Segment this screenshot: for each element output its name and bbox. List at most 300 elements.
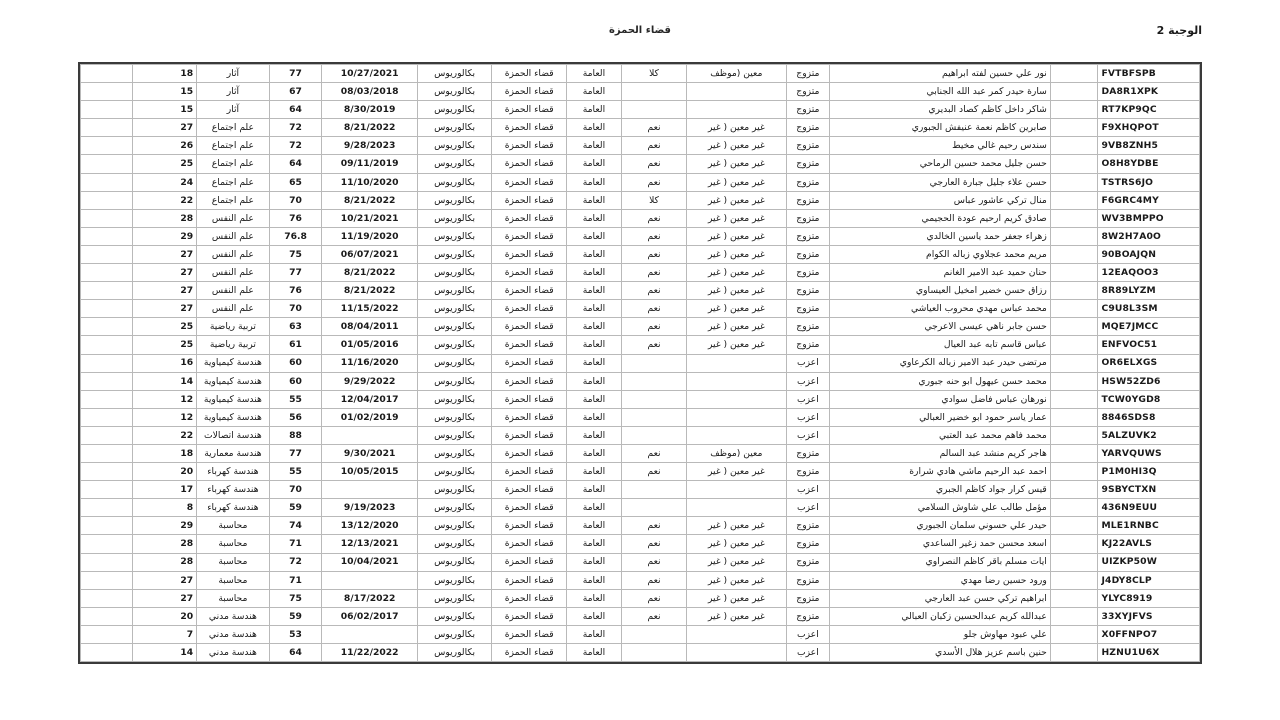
- graduation-date-cell: 01/02/2019: [322, 408, 417, 426]
- directorate-type-cell: العامة: [566, 517, 621, 535]
- benefit-flag-cell: نعم: [621, 227, 686, 245]
- specialization-cell: علم النفس: [197, 264, 270, 282]
- empty-cell: [1050, 390, 1098, 408]
- applicant-name-cell: ايات مسلم باقر كاظم النصراوي: [830, 553, 1051, 571]
- age-cell: 29: [132, 227, 196, 245]
- degree-cell: بكالوريوس: [417, 173, 492, 191]
- appointment-status-cell: [687, 499, 786, 517]
- grade-cell: 60: [269, 372, 322, 390]
- table-row[interactable]: [81, 607, 1200, 625]
- marital-status-cell: متزوج: [786, 318, 830, 336]
- table-row[interactable]: [81, 535, 1200, 553]
- applicant-name-cell: حسن جليل محمد حسين الرماحي: [830, 155, 1051, 173]
- appointment-status-cell: [687, 481, 786, 499]
- district-cell: قضاء الحمزة: [492, 101, 567, 119]
- degree-cell: بكالوريوس: [417, 553, 492, 571]
- benefit-flag-cell: [621, 390, 686, 408]
- benefit-flag-cell: نعم: [621, 245, 686, 263]
- applicants-table: [80, 64, 1200, 662]
- applicant-name-cell: عباس قاسم تابه عبد العيال: [830, 336, 1051, 354]
- marital-status-cell: متزوج: [786, 553, 830, 571]
- empty-cell: [1050, 372, 1098, 390]
- directorate-type-cell: العامة: [566, 625, 621, 643]
- appointment-status-cell: [687, 625, 786, 643]
- graduation-date-cell: 08/04/2011: [322, 318, 417, 336]
- district-cell: قضاء الحمزة: [492, 300, 567, 318]
- age-cell: 15: [132, 83, 196, 101]
- directorate-type-cell: العامة: [566, 65, 621, 83]
- marital-status-cell: متزوج: [786, 463, 830, 481]
- appointment-status-cell: غير معين ( غير: [687, 300, 786, 318]
- district-cell: قضاء الحمزة: [492, 282, 567, 300]
- table-row[interactable]: [81, 644, 1200, 662]
- district-cell: قضاء الحمزة: [492, 318, 567, 336]
- appointment-status-cell: غير معين ( غير: [687, 553, 786, 571]
- marital-status-cell: اعزب: [786, 408, 830, 426]
- applicant-name-cell: منال تركي عاشور عباس: [830, 191, 1051, 209]
- district-cell: قضاء الحمزة: [492, 191, 567, 209]
- table-row[interactable]: [81, 390, 1200, 408]
- graduation-date-cell: 10/04/2021: [322, 553, 417, 571]
- applicant-name-cell: عمار ياسر حمود ابو خضير العبالي: [830, 408, 1051, 426]
- district-cell: قضاء الحمزة: [492, 155, 567, 173]
- marital-status-cell: متزوج: [786, 282, 830, 300]
- empty-cell: [81, 137, 133, 155]
- applicant-code-cell: MLE1RNBC: [1098, 517, 1200, 535]
- marital-status-cell: متزوج: [786, 173, 830, 191]
- grade-cell: 59: [269, 499, 322, 517]
- graduation-date-cell: 10/27/2021: [322, 65, 417, 83]
- applicant-name-cell: شاكر داخل كاظم كصاد البديري: [830, 101, 1051, 119]
- marital-status-cell: متزوج: [786, 191, 830, 209]
- applicant-code-cell: HZNU1U6X: [1098, 644, 1200, 662]
- directorate-type-cell: العامة: [566, 300, 621, 318]
- specialization-cell: تربية رياضية: [197, 318, 270, 336]
- marital-status-cell: متزوج: [786, 300, 830, 318]
- age-cell: 25: [132, 318, 196, 336]
- applicant-name-cell: حنان حميد عبد الامير الغانم: [830, 264, 1051, 282]
- applicant-name-cell: مرتضى حيدر عبد الامير زباله الكرعاوي: [830, 354, 1051, 372]
- benefit-flag-cell: نعم: [621, 300, 686, 318]
- specialization-cell: هندسة كهرباء: [197, 499, 270, 517]
- age-cell: 27: [132, 264, 196, 282]
- degree-cell: بكالوريوس: [417, 336, 492, 354]
- table-row[interactable]: [81, 173, 1200, 191]
- grade-cell: 77: [269, 65, 322, 83]
- marital-status-cell: متزوج: [786, 589, 830, 607]
- marital-status-cell: متزوج: [786, 336, 830, 354]
- graduation-date-cell: 8/17/2022: [322, 589, 417, 607]
- grade-cell: 76: [269, 282, 322, 300]
- benefit-flag-cell: نعم: [621, 535, 686, 553]
- applicant-code-cell: DA8R1XPK: [1098, 83, 1200, 101]
- district-cell: قضاء الحمزة: [492, 444, 567, 462]
- specialization-cell: آثار: [197, 83, 270, 101]
- appointment-status-cell: معين (موظف: [687, 65, 786, 83]
- empty-cell: [81, 625, 133, 643]
- table-row[interactable]: [81, 155, 1200, 173]
- benefit-flag-cell: [621, 101, 686, 119]
- specialization-cell: علم اجتماع: [197, 191, 270, 209]
- table-row[interactable]: [81, 444, 1200, 462]
- age-cell: 28: [132, 535, 196, 553]
- empty-cell: [81, 354, 133, 372]
- empty-cell: [81, 227, 133, 245]
- age-cell: 22: [132, 191, 196, 209]
- applicant-code-cell: HSW52ZD6: [1098, 372, 1200, 390]
- applicant-code-cell: TCW0YGD8: [1098, 390, 1200, 408]
- specialization-cell: هندسة مدني: [197, 607, 270, 625]
- district-cell: قضاء الحمزة: [492, 553, 567, 571]
- specialization-cell: هندسة كيمياوية: [197, 390, 270, 408]
- age-cell: 27: [132, 589, 196, 607]
- applicant-code-cell: TSTRS6JO: [1098, 173, 1200, 191]
- empty-cell: [1050, 589, 1098, 607]
- graduation-date-cell: 10/05/2015: [322, 463, 417, 481]
- directorate-type-cell: العامة: [566, 119, 621, 137]
- empty-cell: [1050, 282, 1098, 300]
- grade-cell: 75: [269, 245, 322, 263]
- appointment-status-cell: معين (موظف: [687, 444, 786, 462]
- age-cell: 15: [132, 101, 196, 119]
- age-cell: 18: [132, 65, 196, 83]
- degree-cell: بكالوريوس: [417, 300, 492, 318]
- empty-cell: [1050, 209, 1098, 227]
- applicant-code-cell: 33XYJFVS: [1098, 607, 1200, 625]
- degree-cell: بكالوريوس: [417, 83, 492, 101]
- specialization-cell: هندسة كيمياوية: [197, 408, 270, 426]
- empty-cell: [81, 83, 133, 101]
- applicant-code-cell: P1M0HI3Q: [1098, 463, 1200, 481]
- graduation-date-cell: 8/21/2022: [322, 119, 417, 137]
- marital-status-cell: اعزب: [786, 372, 830, 390]
- applicant-code-cell: OR6ELXGS: [1098, 354, 1200, 372]
- applicant-name-cell: قيس كرار جواد كاظم الجبري: [830, 481, 1051, 499]
- district-cell: قضاء الحمزة: [492, 589, 567, 607]
- grade-cell: 70: [269, 300, 322, 318]
- table-row[interactable]: [81, 264, 1200, 282]
- table-row[interactable]: [81, 101, 1200, 119]
- graduation-date-cell: 12/13/2021: [322, 535, 417, 553]
- empty-cell: [1050, 173, 1098, 191]
- empty-cell: [81, 119, 133, 137]
- appointment-status-cell: غير معين ( غير: [687, 264, 786, 282]
- degree-cell: بكالوريوس: [417, 444, 492, 462]
- age-cell: 20: [132, 463, 196, 481]
- applicant-code-cell: KJ22AVLS: [1098, 535, 1200, 553]
- empty-cell: [81, 607, 133, 625]
- table-row[interactable]: [81, 517, 1200, 535]
- specialization-cell: هندسة كيمياوية: [197, 372, 270, 390]
- specialization-cell: هندسة مدني: [197, 625, 270, 643]
- specialization-cell: علم اجتماع: [197, 155, 270, 173]
- benefit-flag-cell: نعم: [621, 173, 686, 191]
- empty-cell: [81, 553, 133, 571]
- specialization-cell: هندسة كهرباء: [197, 481, 270, 499]
- graduation-date-cell: 06/02/2017: [322, 607, 417, 625]
- graduation-date-cell: [322, 625, 417, 643]
- applicant-name-cell: ابراهيم تركي حسن عبد العارجي: [830, 589, 1051, 607]
- district-cell: قضاء الحمزة: [492, 390, 567, 408]
- graduation-date-cell: 9/30/2021: [322, 444, 417, 462]
- empty-cell: [1050, 499, 1098, 517]
- applicants-table-body: [81, 65, 1200, 662]
- empty-cell: [1050, 318, 1098, 336]
- degree-cell: بكالوريوس: [417, 372, 492, 390]
- age-cell: 14: [132, 644, 196, 662]
- graduation-date-cell: 08/03/2018: [322, 83, 417, 101]
- district-cell: قضاء الحمزة: [492, 354, 567, 372]
- grade-cell: 59: [269, 607, 322, 625]
- applicant-code-cell: O8H8YDBE: [1098, 155, 1200, 173]
- appointment-status-cell: غير معين ( غير: [687, 517, 786, 535]
- grade-cell: 56: [269, 408, 322, 426]
- applicant-name-cell: مريم محمد عجلاوي زباله الكوام: [830, 245, 1051, 263]
- empty-cell: [1050, 517, 1098, 535]
- degree-cell: بكالوريوس: [417, 589, 492, 607]
- appointment-status-cell: غير معين ( غير: [687, 173, 786, 191]
- degree-cell: بكالوريوس: [417, 155, 492, 173]
- empty-cell: [81, 282, 133, 300]
- specialization-cell: محاسبة: [197, 535, 270, 553]
- empty-cell: [1050, 119, 1098, 137]
- applicant-code-cell: YARVQUWS: [1098, 444, 1200, 462]
- applicant-name-cell: زهراء جعفر حمد ياسين الخالدي: [830, 227, 1051, 245]
- age-cell: 24: [132, 173, 196, 191]
- applicant-code-cell: F9XHQPOT: [1098, 119, 1200, 137]
- degree-cell: بكالوريوس: [417, 390, 492, 408]
- district-cell: قضاء الحمزة: [492, 227, 567, 245]
- empty-cell: [1050, 571, 1098, 589]
- table-row[interactable]: [81, 227, 1200, 245]
- table-row[interactable]: [81, 426, 1200, 444]
- table-row[interactable]: [81, 209, 1200, 227]
- degree-cell: بكالوريوس: [417, 644, 492, 662]
- applicant-name-cell: ورود حسين رضا مهدي: [830, 571, 1051, 589]
- applicant-code-cell: 436N9EUU: [1098, 499, 1200, 517]
- applicant-code-cell: C9U8L3SM: [1098, 300, 1200, 318]
- table-row[interactable]: [81, 300, 1200, 318]
- marital-status-cell: متزوج: [786, 137, 830, 155]
- table-row[interactable]: [81, 354, 1200, 372]
- directorate-type-cell: العامة: [566, 372, 621, 390]
- empty-cell: [81, 390, 133, 408]
- benefit-flag-cell: نعم: [621, 264, 686, 282]
- applicant-name-cell: رزاق حسن خضير امخيل العيساوي: [830, 282, 1051, 300]
- directorate-type-cell: العامة: [566, 227, 621, 245]
- empty-cell: [81, 209, 133, 227]
- marital-status-cell: اعزب: [786, 390, 830, 408]
- specialization-cell: هندسة كيمياوية: [197, 354, 270, 372]
- degree-cell: بكالوريوس: [417, 571, 492, 589]
- marital-status-cell: اعزب: [786, 481, 830, 499]
- empty-cell: [81, 173, 133, 191]
- directorate-type-cell: العامة: [566, 209, 621, 227]
- benefit-flag-cell: نعم: [621, 463, 686, 481]
- grade-cell: 64: [269, 155, 322, 173]
- applicant-code-cell: RT7KP9QC: [1098, 101, 1200, 119]
- graduation-date-cell: 9/19/2023: [322, 499, 417, 517]
- benefit-flag-cell: نعم: [621, 209, 686, 227]
- specialization-cell: هندسة اتصالات: [197, 426, 270, 444]
- applicant-name-cell: حسن علاء جليل جبارة العارجي: [830, 173, 1051, 191]
- benefit-flag-cell: [621, 372, 686, 390]
- appointment-status-cell: [687, 408, 786, 426]
- marital-status-cell: متزوج: [786, 535, 830, 553]
- appointment-status-cell: [687, 354, 786, 372]
- grade-cell: 53: [269, 625, 322, 643]
- appointment-status-cell: [687, 644, 786, 662]
- specialization-cell: علم النفس: [197, 245, 270, 263]
- district-cell: قضاء الحمزة: [492, 463, 567, 481]
- table-row[interactable]: [81, 83, 1200, 101]
- district-cell: قضاء الحمزة: [492, 625, 567, 643]
- degree-cell: بكالوريوس: [417, 535, 492, 553]
- benefit-flag-cell: نعم: [621, 282, 686, 300]
- specialization-cell: علم النفس: [197, 300, 270, 318]
- appointment-status-cell: [687, 426, 786, 444]
- empty-cell: [1050, 137, 1098, 155]
- table-row[interactable]: [81, 499, 1200, 517]
- directorate-type-cell: العامة: [566, 173, 621, 191]
- benefit-flag-cell: [621, 83, 686, 101]
- district-cell: قضاء الحمزة: [492, 264, 567, 282]
- batch-label: الوجبة 2: [1156, 24, 1202, 37]
- appointment-status-cell: غير معين ( غير: [687, 571, 786, 589]
- directorate-type-cell: العامة: [566, 535, 621, 553]
- table-row[interactable]: [81, 553, 1200, 571]
- directorate-type-cell: العامة: [566, 137, 621, 155]
- applicant-code-cell: WV3BMPPO: [1098, 209, 1200, 227]
- applicant-name-cell: محمد حسن عيهول ابو حنه جبوري: [830, 372, 1051, 390]
- degree-cell: بكالوريوس: [417, 227, 492, 245]
- directorate-type-cell: العامة: [566, 499, 621, 517]
- applicant-code-cell: X0FFNPO7: [1098, 625, 1200, 643]
- specialization-cell: علم النفس: [197, 282, 270, 300]
- appointment-status-cell: غير معين ( غير: [687, 245, 786, 263]
- graduation-date-cell: 11/15/2022: [322, 300, 417, 318]
- specialization-cell: محاسبة: [197, 571, 270, 589]
- applicant-code-cell: 8846SDS8: [1098, 408, 1200, 426]
- age-cell: 16: [132, 354, 196, 372]
- degree-cell: بكالوريوس: [417, 101, 492, 119]
- appointment-status-cell: غير معين ( غير: [687, 209, 786, 227]
- applicants-table-container: [78, 62, 1202, 664]
- graduation-date-cell: 11/16/2020: [322, 354, 417, 372]
- marital-status-cell: متزوج: [786, 65, 830, 83]
- table-row[interactable]: [81, 191, 1200, 209]
- table-row[interactable]: [81, 625, 1200, 643]
- age-cell: 12: [132, 408, 196, 426]
- benefit-flag-cell: نعم: [621, 155, 686, 173]
- directorate-type-cell: العامة: [566, 354, 621, 372]
- graduation-date-cell: 11/19/2020: [322, 227, 417, 245]
- benefit-flag-cell: نعم: [621, 571, 686, 589]
- age-cell: 27: [132, 245, 196, 263]
- grade-cell: 64: [269, 101, 322, 119]
- graduation-date-cell: 12/04/2017: [322, 390, 417, 408]
- grade-cell: 77: [269, 444, 322, 462]
- district-cell: قضاء الحمزة: [492, 571, 567, 589]
- grade-cell: 63: [269, 318, 322, 336]
- grade-cell: 67: [269, 83, 322, 101]
- table-row[interactable]: [81, 318, 1200, 336]
- degree-cell: بكالوريوس: [417, 318, 492, 336]
- table-row[interactable]: [81, 408, 1200, 426]
- empty-cell: [81, 65, 133, 83]
- table-row[interactable]: [81, 119, 1200, 137]
- empty-cell: [81, 644, 133, 662]
- applicant-code-cell: ENFVOC51: [1098, 336, 1200, 354]
- applicant-code-cell: 9VB8ZNH5: [1098, 137, 1200, 155]
- grade-cell: 76: [269, 209, 322, 227]
- applicant-name-cell: محمد فاهم محمد عبد العتبي: [830, 426, 1051, 444]
- empty-cell: [1050, 444, 1098, 462]
- table-row[interactable]: [81, 589, 1200, 607]
- directorate-type-cell: العامة: [566, 589, 621, 607]
- marital-status-cell: اعزب: [786, 499, 830, 517]
- benefit-flag-cell: [621, 408, 686, 426]
- benefit-flag-cell: [621, 426, 686, 444]
- table-row[interactable]: [81, 65, 1200, 83]
- table-row[interactable]: [81, 245, 1200, 263]
- applicant-name-cell: حيدر علي حسوني سلمان الجبوري: [830, 517, 1051, 535]
- empty-cell: [81, 408, 133, 426]
- empty-cell: [81, 155, 133, 173]
- table-row[interactable]: [81, 336, 1200, 354]
- district-cell: قضاء الحمزة: [492, 481, 567, 499]
- age-cell: 27: [132, 571, 196, 589]
- applicant-code-cell: 5ALZUVK2: [1098, 426, 1200, 444]
- table-row[interactable]: [81, 571, 1200, 589]
- benefit-flag-cell: نعم: [621, 553, 686, 571]
- appointment-status-cell: غير معين ( غير: [687, 227, 786, 245]
- directorate-type-cell: العامة: [566, 426, 621, 444]
- empty-cell: [81, 571, 133, 589]
- empty-cell: [1050, 191, 1098, 209]
- appointment-status-cell: [687, 83, 786, 101]
- grade-cell: 70: [269, 191, 322, 209]
- district-cell: قضاء الحمزة: [492, 137, 567, 155]
- empty-cell: [1050, 426, 1098, 444]
- district-cell: قضاء الحمزة: [492, 336, 567, 354]
- appointment-status-cell: [687, 101, 786, 119]
- age-cell: 28: [132, 209, 196, 227]
- directorate-type-cell: العامة: [566, 553, 621, 571]
- table-row[interactable]: [81, 481, 1200, 499]
- marital-status-cell: اعزب: [786, 644, 830, 662]
- marital-status-cell: اعزب: [786, 426, 830, 444]
- directorate-type-cell: العامة: [566, 101, 621, 119]
- empty-cell: [1050, 101, 1098, 119]
- empty-cell: [1050, 227, 1098, 245]
- age-cell: 27: [132, 282, 196, 300]
- table-row[interactable]: [81, 463, 1200, 481]
- appointment-status-cell: غير معين ( غير: [687, 282, 786, 300]
- applicant-name-cell: هاجر كريم منشد عبد السالم: [830, 444, 1051, 462]
- directorate-type-cell: العامة: [566, 336, 621, 354]
- table-row[interactable]: [81, 372, 1200, 390]
- marital-status-cell: اعزب: [786, 354, 830, 372]
- applicant-code-cell: UIZKP50W: [1098, 553, 1200, 571]
- empty-cell: [1050, 553, 1098, 571]
- empty-cell: [1050, 83, 1098, 101]
- table-row[interactable]: [81, 282, 1200, 300]
- table-row[interactable]: [81, 137, 1200, 155]
- degree-cell: بكالوريوس: [417, 463, 492, 481]
- grade-cell: 71: [269, 571, 322, 589]
- graduation-date-cell: 13/12/2020: [322, 517, 417, 535]
